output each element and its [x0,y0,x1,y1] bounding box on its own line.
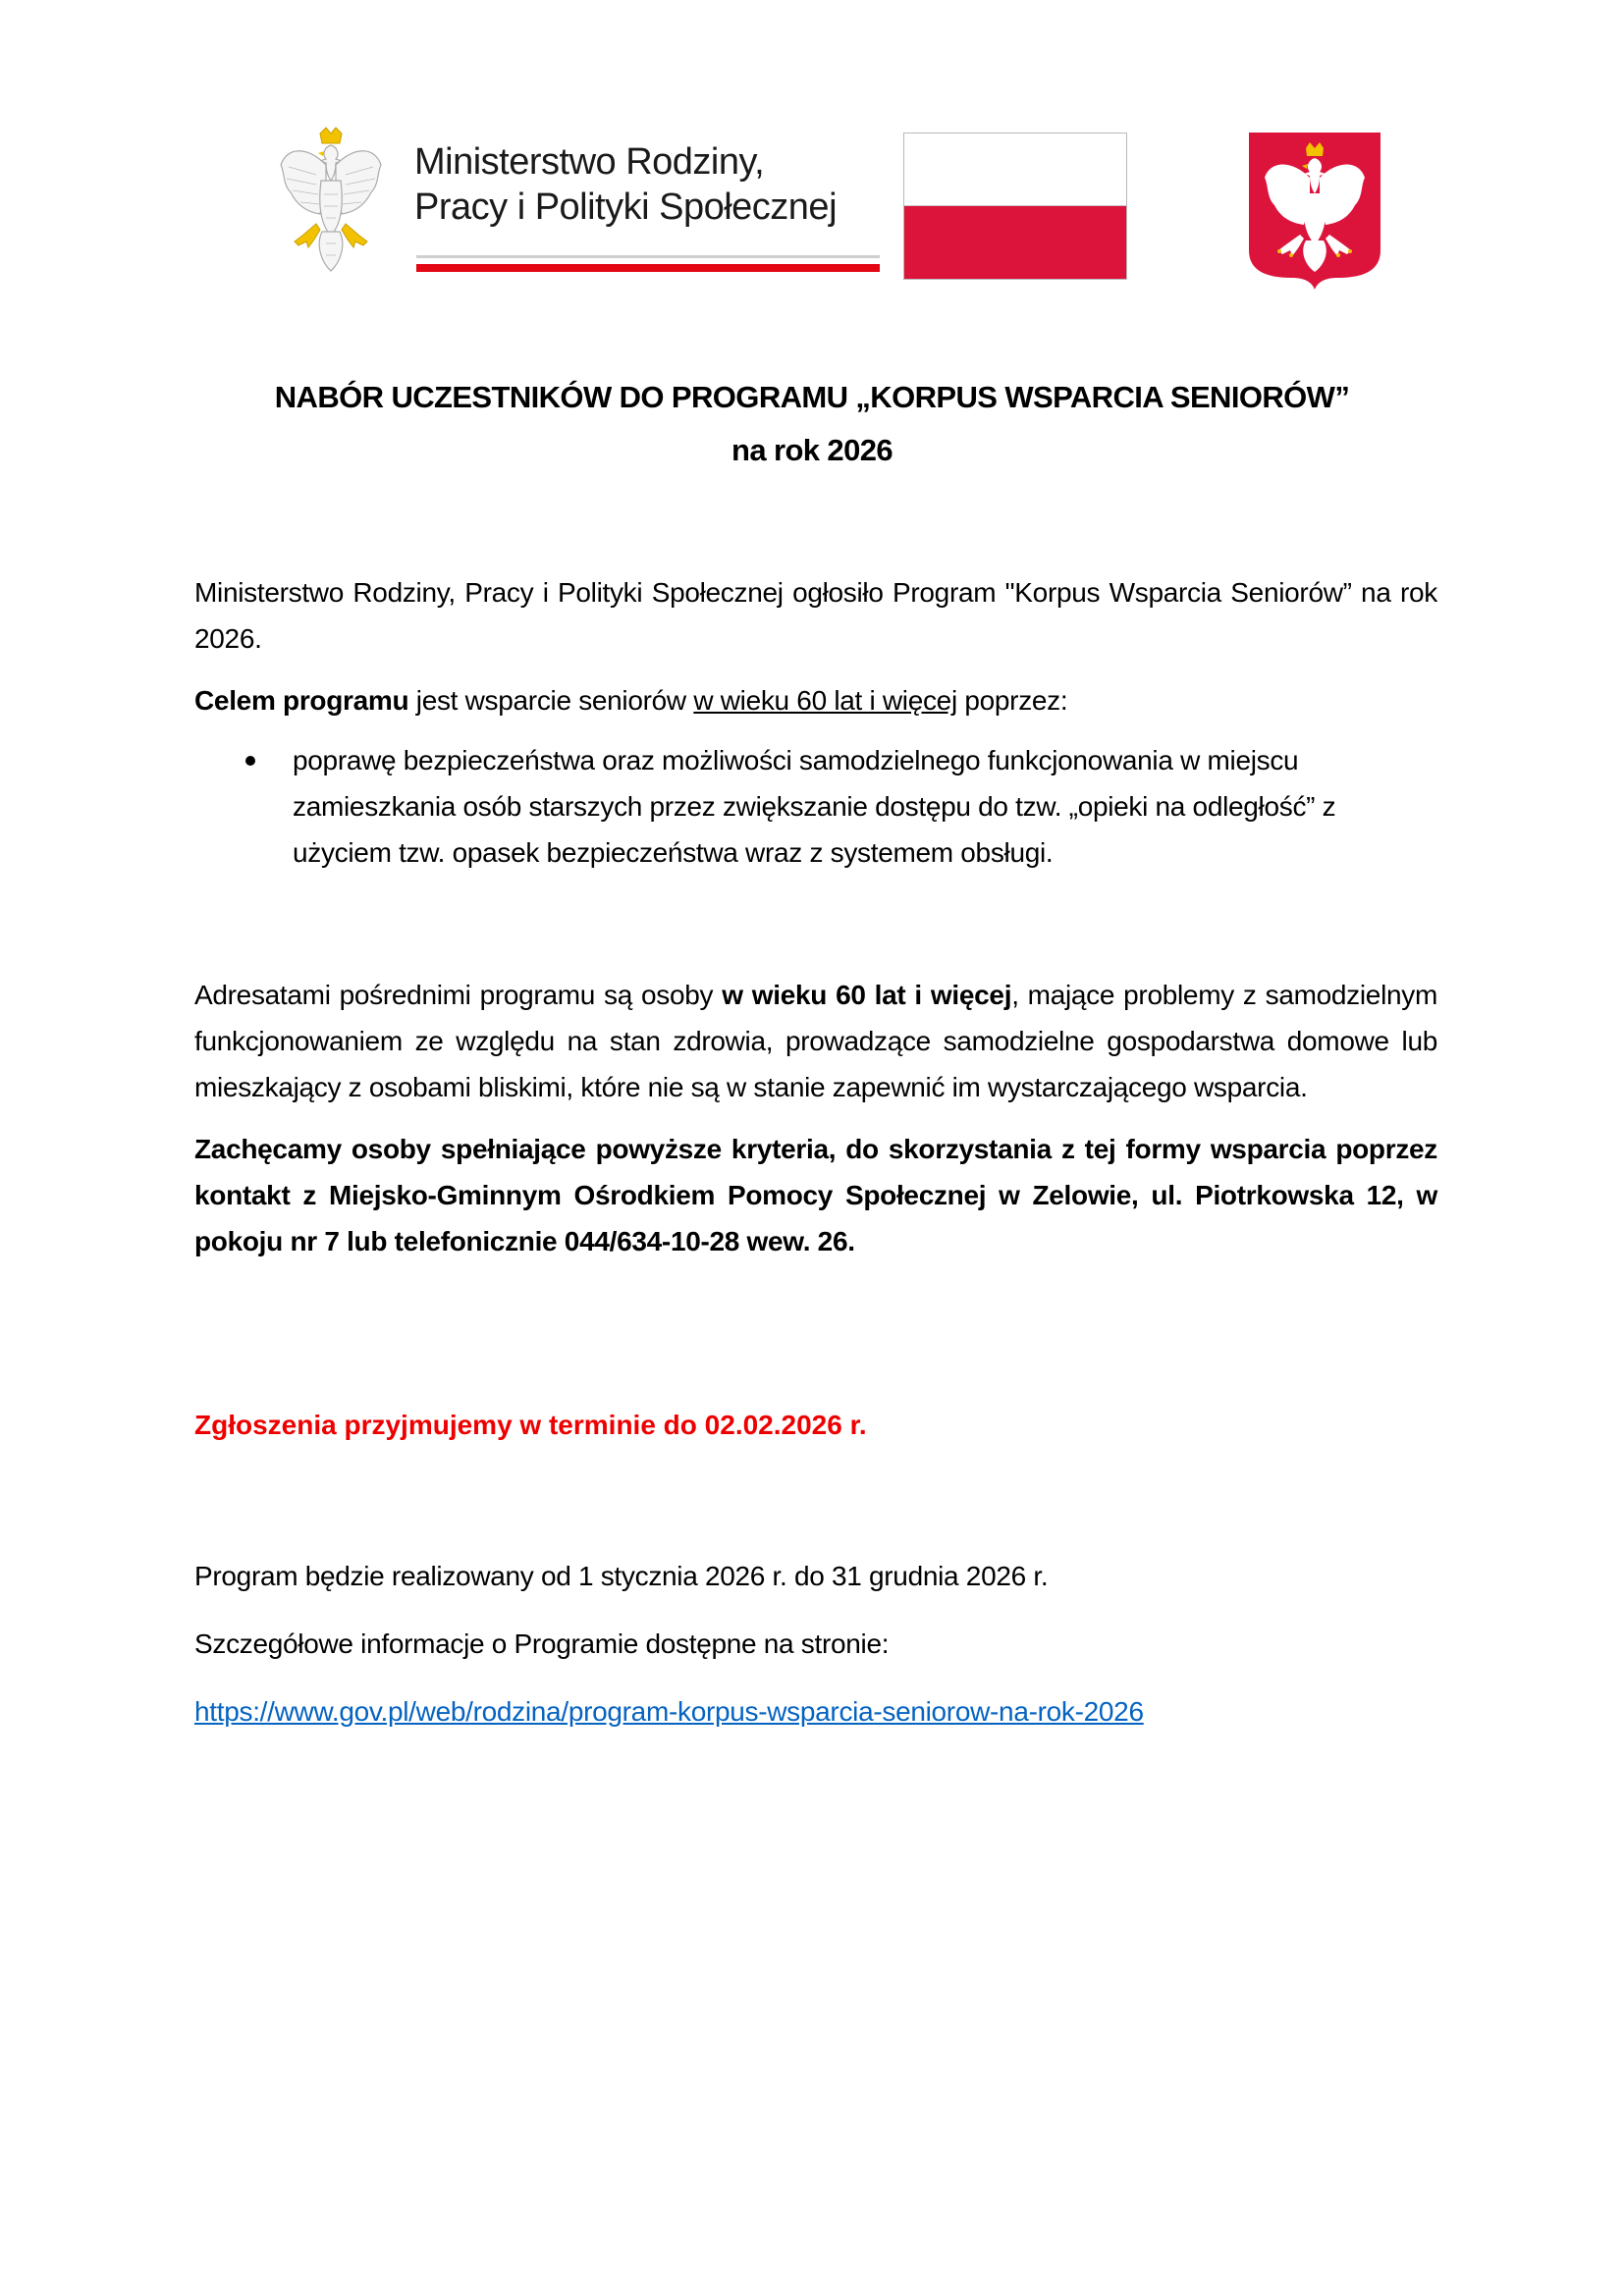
polish-flag-icon [903,133,1127,280]
recipients-start: Adresatami pośrednimi programu są osoby [194,980,723,1010]
document-header [0,0,1624,314]
period-section [194,1553,1437,1735]
goal-bold: Celem programu [194,685,409,716]
bullet-text: poprawę bezpieczeństwa oraz możliwości samodzielnego funkcjonowania w miejscu zamieszkania osób starszych przez zwiększanie dostępu do tzw. „opieki na odległość” z użyciem tzw. opasek bezpieczeństwa wraz z systemem obsługi. [293,745,1336,868]
deadline-notice: Zgłoszenia przyjmujemy w terminie do 02.02.2026 r. [194,1410,867,1440]
list-item [194,737,1437,876]
ministry-name [414,139,837,230]
ministry-logo-red-line [416,264,880,272]
recipients-section [194,972,1437,1264]
page-title [0,371,1624,477]
program-info-link[interactable]: https://www.gov.pl/web/rodzina/program-korpus-wsparcia-seniorow-na-rok-2026 [194,1696,1144,1727]
ministry-name-line2: Pracy i Polityki Społecznej [414,187,838,228]
flag-white-stripe [904,133,1126,206]
details-text: Szczegółowe informacje o Programie dostępne na stronie: [194,1629,890,1659]
goal-bullet-list [194,737,1437,876]
goal-end: poprzez: [956,685,1068,716]
goal-underlined: w wieku 60 lat i więcej [693,685,957,716]
recipients-paragraph [194,972,1437,1110]
bullet-icon [245,756,255,766]
goal-paragraph [194,677,1437,723]
recipients-bold: w wieku 60 lat i więcej [722,980,1012,1010]
ministry-logo-grey-line [416,255,880,258]
period-text: Program będzie realizowany od 1 stycznia 2026 r. do 31 grudnia 2026 r. [194,1561,1049,1591]
goal-mid: jest wsparcie seniorów [408,685,694,716]
intro-paragraph: Ministerstwo Rodziny, Pracy i Polityki Społecznej ogłosiło Program "Korpus Wsparcia Seniorów” na rok 2026. [194,577,1437,654]
title-line2: na rok 2026 [731,433,893,467]
recipients-end: , mające problemy z samodzielnym funkcjonowaniem ze względu na stan zdrowia, prowadzące samodzielne gospodarstwa domowe lub mieszkający z osobami bliskimi, które nie są w stanie zapewnić im wystarczającego wsparcia. [194,980,1437,1102]
flag-red-stripe [904,206,1126,279]
coat-of-arms-icon [1249,133,1380,290]
ministry-logo [277,126,886,273]
white-eagle-icon [277,126,385,273]
document-body [194,569,1437,876]
ministry-name-line1: Ministerstwo Rodziny, [414,141,765,183]
contact-paragraph: Zachęcamy osoby spełniające powyższe kryteria, do skorzystania z tej formy wsparcia poprzez kontakt z Miejsko-Gminnym Ośrodkiem Pomocy Społecznej w Zelowie, ul. Piotrkowska 12, w pokoju nr 7 lub telefonicznie 044/634-10-28 wew. 26. [194,1134,1437,1256]
title-line1: NABÓR UCZESTNIKÓW DO PROGRAMU „KORPUS WSPARCIA SENIORÓW” [274,380,1350,414]
deadline-section [194,1402,1437,1448]
